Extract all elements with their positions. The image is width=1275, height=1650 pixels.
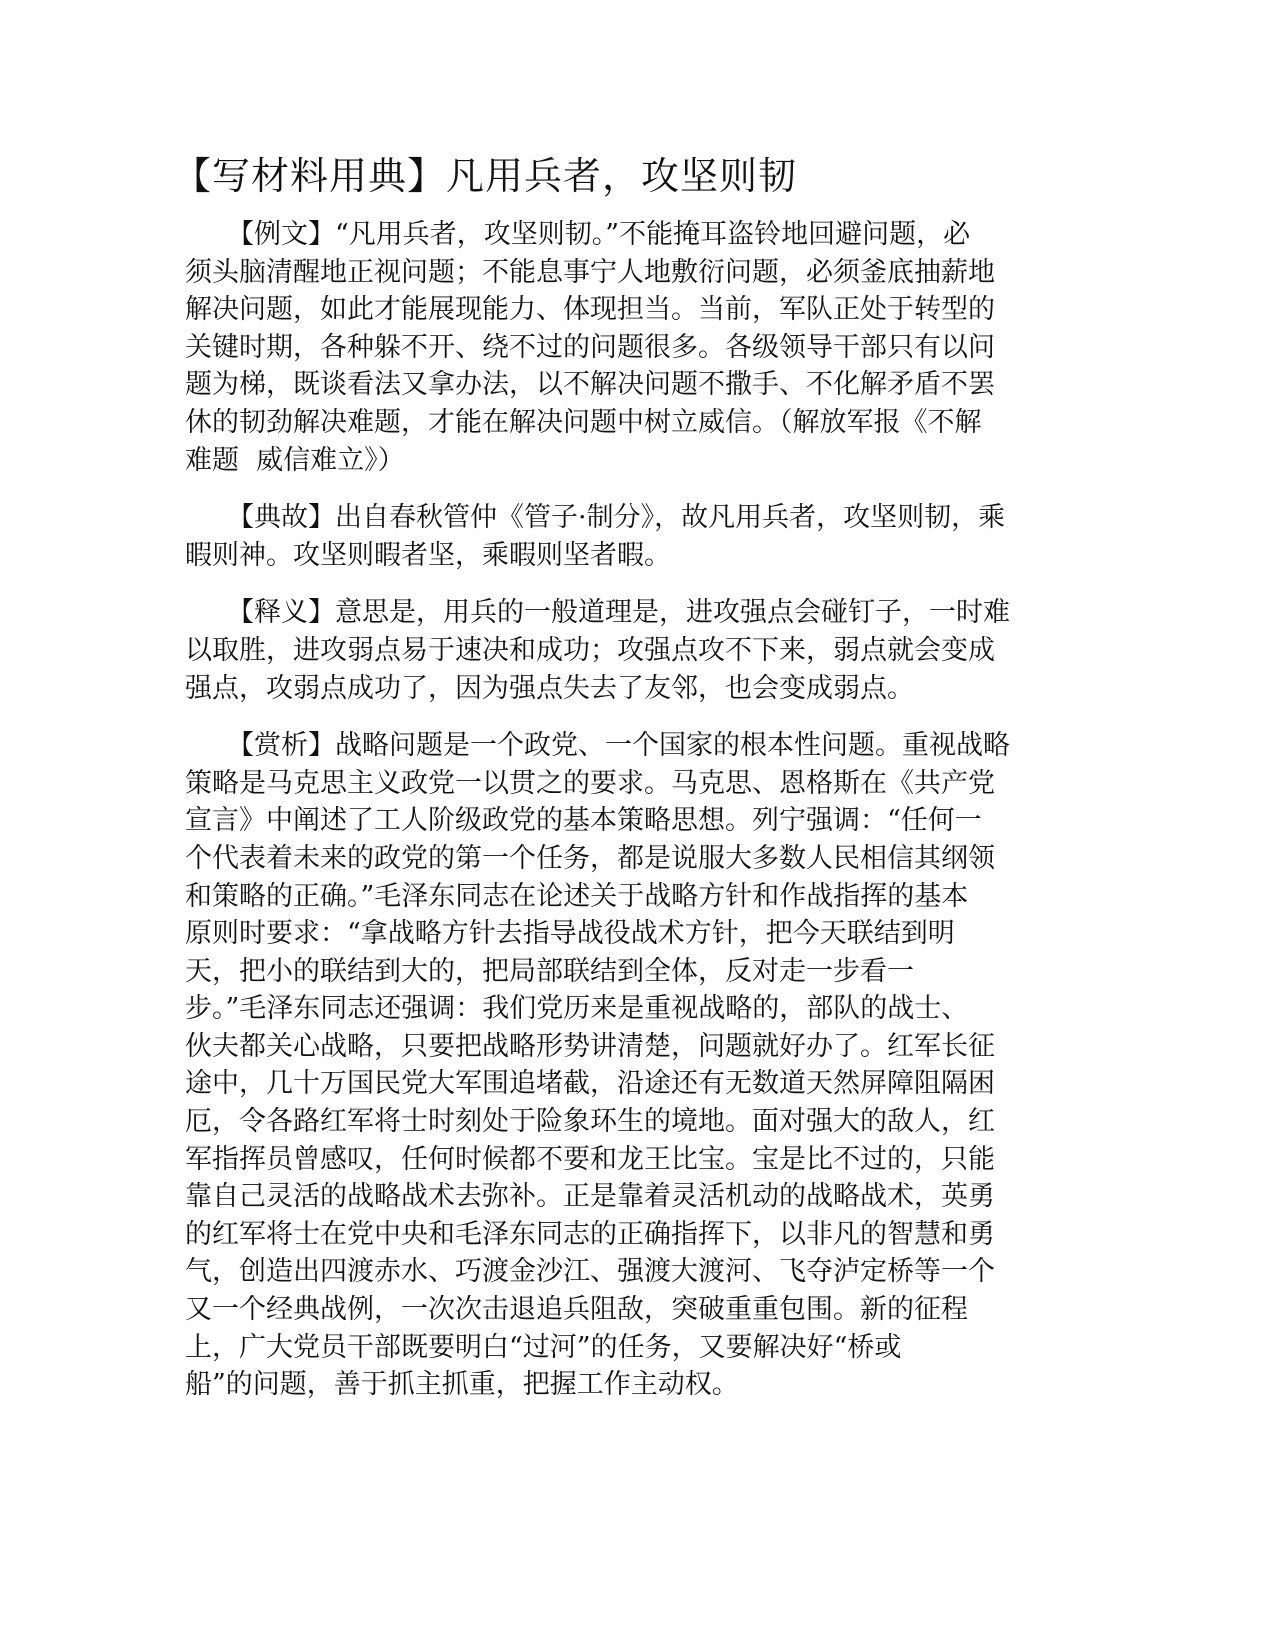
- example-paragraph: [185, 216, 1060, 479]
- paragraph-line: 的红军将士在党中央和毛泽东同志的正确指挥下，以非凡的智慧和勇: [185, 1218, 995, 1250]
- paragraph-line: 天，把小的联结到大的，把局部联结到全体，反对走一步看一: [185, 955, 914, 987]
- paragraph-line: 宣言》中阐述了工人阶级政党的基本策略思想。列宁强调：“任何一: [185, 805, 982, 837]
- paragraph-line: 船”的问题，善于抓主抓重，把握工作主动权。: [185, 1369, 739, 1401]
- paragraph-line: 步。”毛泽东同志还强调：我们党历来是重视战略的，部队的战士、: [185, 993, 969, 1025]
- paragraph-line: 军指挥员曾感叹，任何时候都不要和龙王比宝。宝是比不过的，只能: [185, 1143, 995, 1175]
- paragraph-line: 强点，攻弱点成功了，因为强点失去了友邻，也会变成弱点。: [185, 672, 914, 704]
- paragraph-line: 休的韧劲解决难题，才能在解决问题中树立威信。（解放军报《不解: [185, 406, 982, 438]
- interpretation-paragraph: [185, 594, 1060, 707]
- paragraph-line: 伙夫都关心战略，只要把战略形势讲清楚，问题就好办了。红军长征: [185, 1030, 995, 1062]
- paragraph-line: 又一个经典战例，一次次击退追兵阻敌，突破重重包围。新的征程: [185, 1294, 968, 1326]
- paragraph-line: 难题 威信难立》）: [185, 444, 405, 476]
- paragraph-line: 靠自己灵活的战略战术去弥补。正是靠着灵活机动的战略战术，英勇: [185, 1181, 995, 1213]
- paragraph-line: 【赏析】战略问题是一个政党、一个国家的根本性问题。重视战略: [227, 730, 1010, 762]
- paragraph-line: 上，广大党员干部既要明白“过河”的任务，又要解决好“桥或: [185, 1331, 902, 1363]
- paragraph-line: 暇则神。攻坚则暇者坚，乘暇则坚者暇。: [185, 539, 671, 571]
- paragraph-line: 途中，几十万国民党大军围追堵截，沿途还有无数道天然屏障阻隔困: [185, 1068, 995, 1100]
- allusion-paragraph: [185, 499, 1060, 574]
- paragraph-line: 【例文】“凡用兵者，攻坚则韧。”不能掩耳盗铃地回避问题，必: [227, 219, 971, 250]
- paragraph-line: 气，创造出四渡赤水、巧渡金沙江、强渡大渡河、飞夺泸定桥等一个: [185, 1256, 995, 1288]
- document-title: 【写材料用典】凡用兵者，攻坚则韧: [173, 154, 798, 198]
- paragraph-line: 个代表着未来的政党的第一个任务，都是说服大多数人民相信其纲领: [185, 842, 995, 874]
- document-page: [173, 150, 1085, 1424]
- paragraph-line: 原则时要求：“拿战略方针去指导战役战术方针，把今天联结到明: [185, 918, 955, 950]
- paragraph-line: 题为梯，既谈看法又拿办法，以不解决问题不撒手、不化解矛盾不罢: [185, 369, 995, 401]
- paragraph-line: 以取胜，进攻弱点易于速决和成功；攻强点攻不下来，弱点就会变成: [185, 634, 995, 666]
- paragraph-line: 须头脑清醒地正视问题；不能息事宁人地敷衍问题，必须釜底抽薪地: [185, 256, 995, 288]
- analysis-paragraph: [185, 727, 1060, 1404]
- paragraph-line: 【释义】意思是，用兵的一般道理是，进攻强点会碰钉子，一时难: [227, 597, 1010, 629]
- paragraph-line: 解决问题，如此才能展现能力、体现担当。当前，军队正处于转型的: [185, 294, 995, 326]
- paragraph-line: 【典故】出自春秋管仲《管子·制分》，故凡用兵者，攻坚则韧，乘: [227, 502, 1006, 534]
- paragraph-line: 和策略的正确。”毛泽东同志在论述关于战略方针和作战指挥的基本: [185, 880, 969, 912]
- paragraph-line: 关键时期，各种躲不开、绕不过的问题很多。各级领导干部只有以问: [185, 331, 995, 363]
- paragraph-line: 策略是马克思主义政党一以贯之的要求。马克思、恩格斯在《共产党: [185, 767, 995, 799]
- paragraph-line: 厄，令各路红军将士时刻处于险象环生的境地。面对强大的敌人，红: [185, 1106, 995, 1138]
